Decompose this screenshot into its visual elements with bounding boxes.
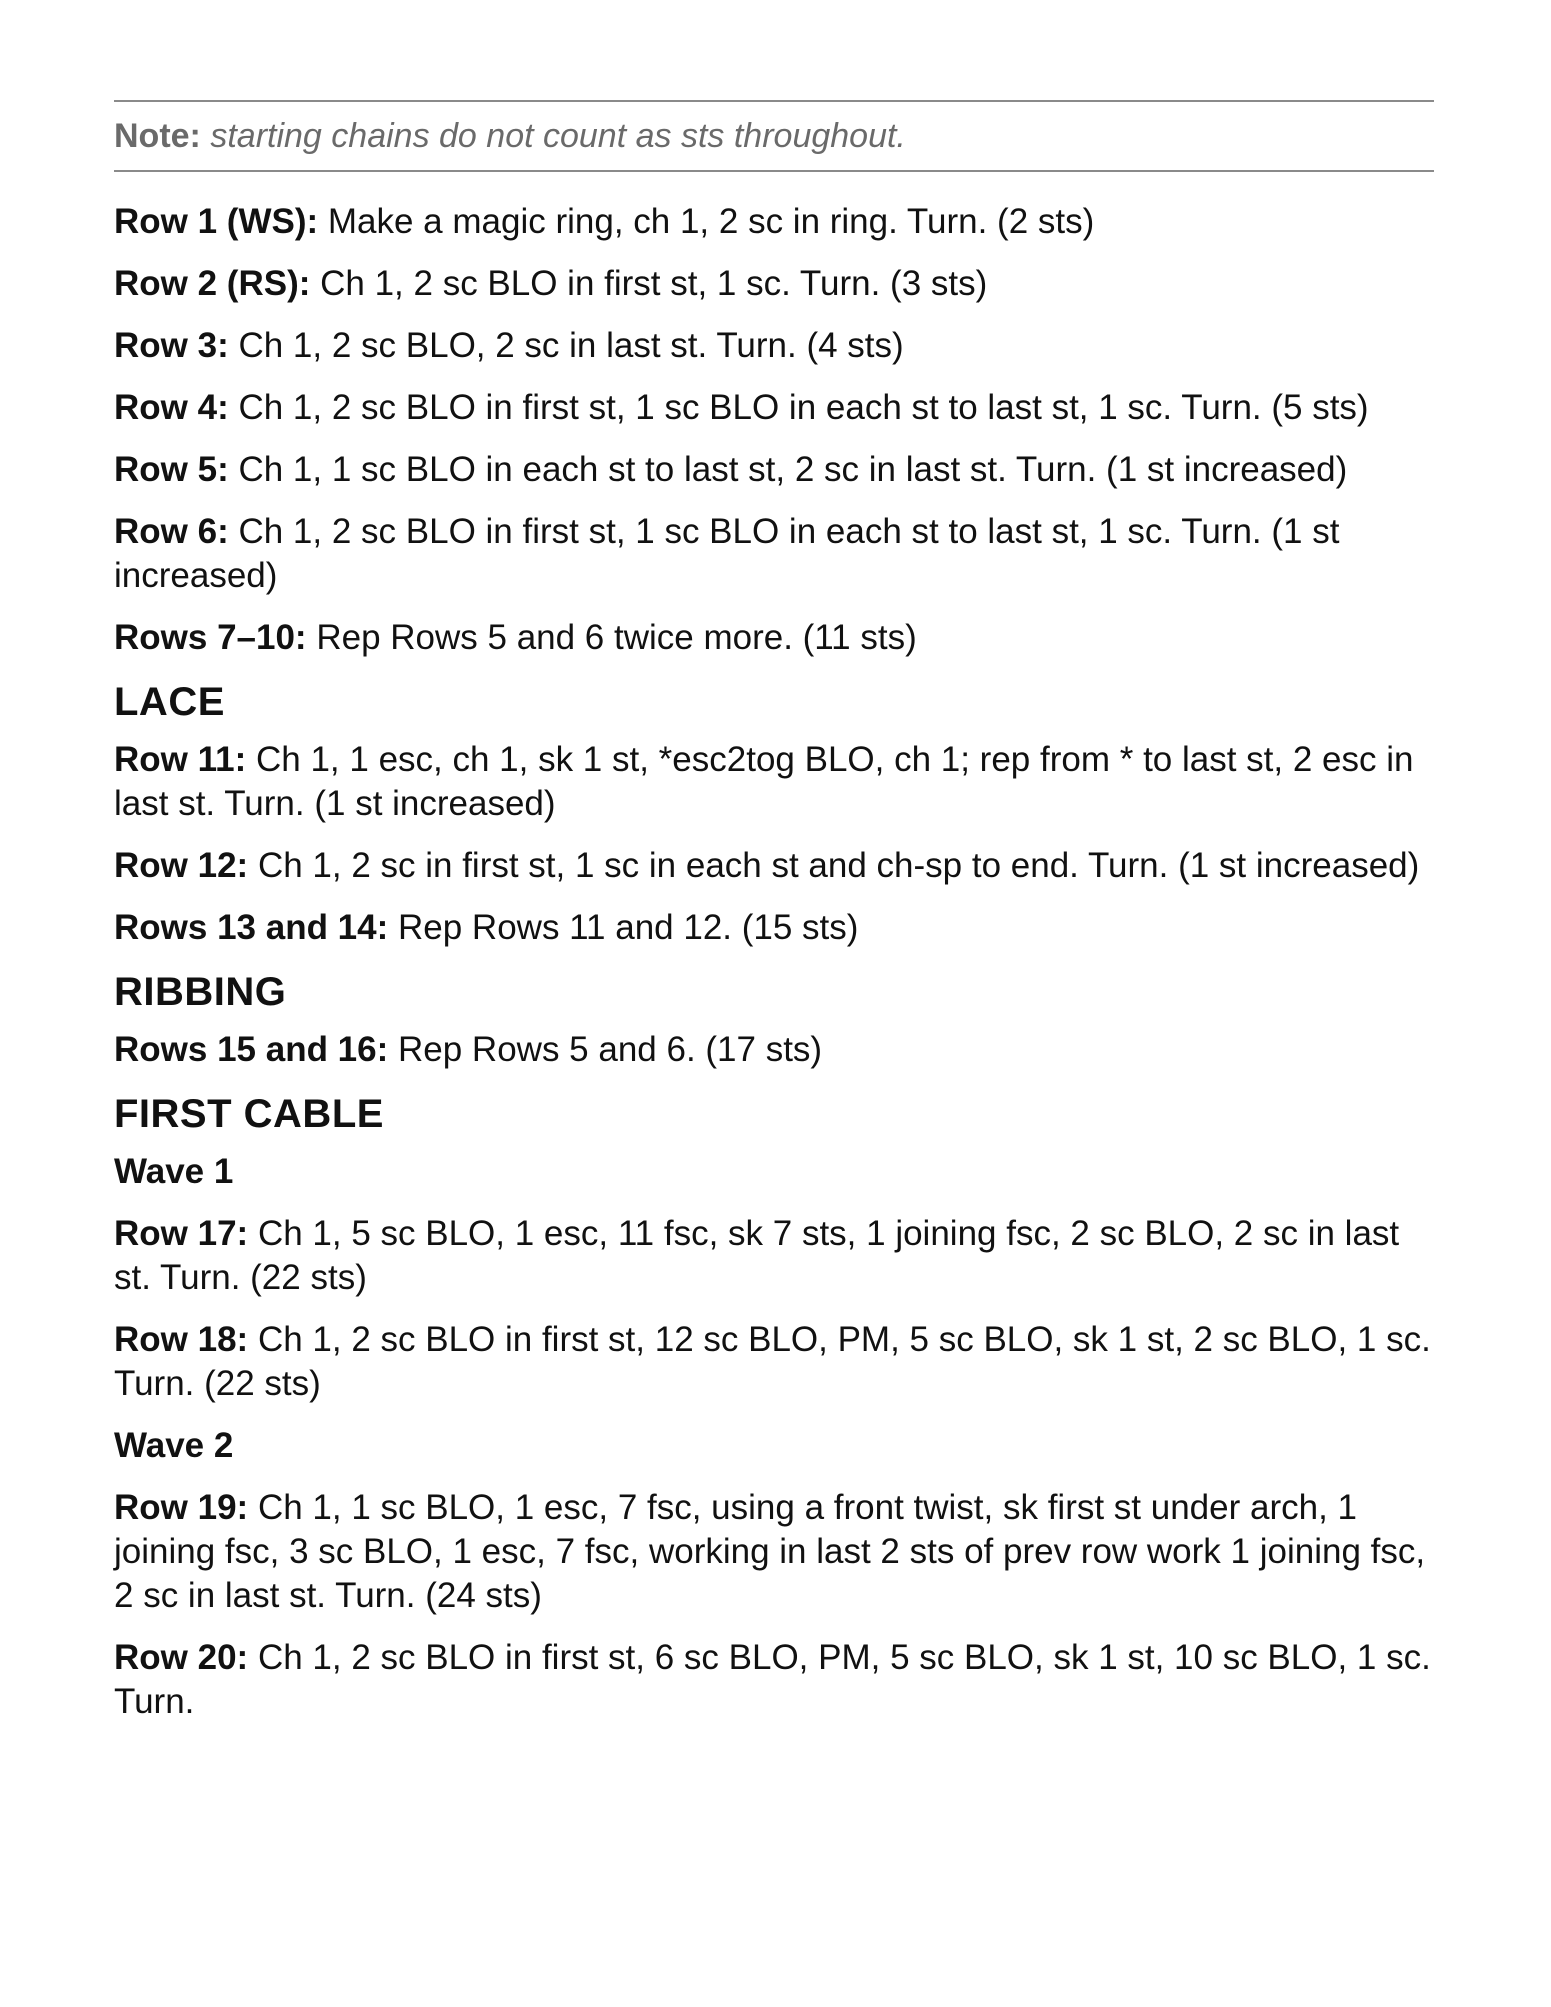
pattern-row (114, 1486, 1434, 1618)
pattern-row (114, 448, 1434, 492)
pattern-page (114, 100, 1434, 1742)
pattern-row (114, 1028, 1434, 1072)
section-heading: LACE (114, 680, 225, 724)
row-instructions: Rep Rows 5 and 6 twice more. (11 sts) (316, 618, 917, 657)
row-instructions: Rep Rows 5 and 6. (17 sts) (398, 1030, 823, 1069)
row-label: Row 12: (114, 846, 249, 885)
pattern-row (114, 510, 1434, 598)
row-label: Row 18: (114, 1320, 249, 1359)
row-label: Row 11: (114, 740, 247, 779)
row-label: Row 4: (114, 388, 229, 427)
row-instructions: Rep Rows 11 and 12. (15 sts) (398, 908, 859, 947)
pattern-row (114, 1212, 1434, 1300)
section-heading: RIBBING (114, 970, 287, 1014)
pattern-row (114, 324, 1434, 368)
pattern-content (114, 200, 1434, 1724)
row-label: Row 5: (114, 450, 229, 489)
row-instructions: Ch 1, 2 sc BLO in first st, 12 sc BLO, PM, 5 sc BLO, sk 1 st, 2 sc BLO, 1 sc. Turn. (22 sts) (114, 1320, 1431, 1403)
row-instructions: Ch 1, 1 sc BLO, 1 esc, 7 fsc, using a front twist, sk first st under arch, 1 joining fsc, 3 sc BLO, 1 esc, 7 fsc, working in last 2 sts of prev row work 1 joining fsc, 2 sc in last st. Turn. (24 sts) (114, 1488, 1426, 1615)
row-instructions: Ch 1, 5 sc BLO, 1 esc, 11 fsc, sk 7 sts, 1 joining fsc, 2 sc BLO, 2 sc in last st. Turn. (22 sts) (114, 1214, 1400, 1297)
pattern-row (114, 262, 1434, 306)
row-label: Rows 7–10: (114, 618, 307, 657)
note-box (114, 100, 1434, 172)
row-label: Row 20: (114, 1638, 249, 1677)
row-instructions: Ch 1, 2 sc BLO in first st, 1 sc. Turn. (3 sts) (320, 264, 988, 303)
row-instructions: Ch 1, 2 sc BLO in first st, 1 sc BLO in each st to last st, 1 sc. Turn. (1 st increased) (114, 512, 1340, 595)
row-label: Rows 13 and 14: (114, 908, 389, 947)
pattern-row (114, 200, 1434, 244)
pattern-row (114, 844, 1434, 888)
note-text: starting chains do not count as sts throughout. (210, 117, 906, 155)
pattern-row (114, 906, 1434, 950)
note-label: Note: (114, 117, 201, 155)
row-label: Row 6: (114, 512, 229, 551)
row-label: Row 19: (114, 1488, 249, 1527)
row-instructions: Make a magic ring, ch 1, 2 sc in ring. Turn. (2 sts) (327, 202, 1095, 241)
row-label: Row 3: (114, 326, 229, 365)
subsection-heading: Wave 2 (114, 1426, 234, 1465)
pattern-row (114, 386, 1434, 430)
row-instructions: Ch 1, 2 sc BLO in first st, 1 sc BLO in each st to last st, 1 sc. Turn. (5 sts) (238, 388, 1369, 427)
pattern-row (114, 1318, 1434, 1406)
section-heading: FIRST CABLE (114, 1092, 384, 1136)
row-label: Rows 15 and 16: (114, 1030, 389, 1069)
row-instructions: Ch 1, 1 sc BLO in each st to last st, 2 sc in last st. Turn. (1 st increased) (238, 450, 1348, 489)
row-label: Row 1 (WS): (114, 202, 319, 241)
subsection-heading: Wave 1 (114, 1152, 234, 1191)
row-instructions: Ch 1, 2 sc in first st, 1 sc in each st and ch-sp to end. Turn. (1 st increased) (257, 846, 1420, 885)
row-label: Row 2 (RS): (114, 264, 311, 303)
pattern-row (114, 616, 1434, 660)
pattern-row (114, 1636, 1434, 1724)
row-label: Row 17: (114, 1214, 249, 1253)
pattern-row (114, 738, 1434, 826)
row-instructions: Ch 1, 2 sc BLO, 2 sc in last st. Turn. (4 sts) (238, 326, 904, 365)
row-instructions: Ch 1, 2 sc BLO in first st, 6 sc BLO, PM, 5 sc BLO, sk 1 st, 10 sc BLO, 1 sc. Turn. (114, 1638, 1431, 1721)
row-instructions: Ch 1, 1 esc, ch 1, sk 1 st, *esc2tog BLO, ch 1; rep from * to last st, 2 esc in last st. Turn. (1 st increased) (114, 740, 1414, 823)
